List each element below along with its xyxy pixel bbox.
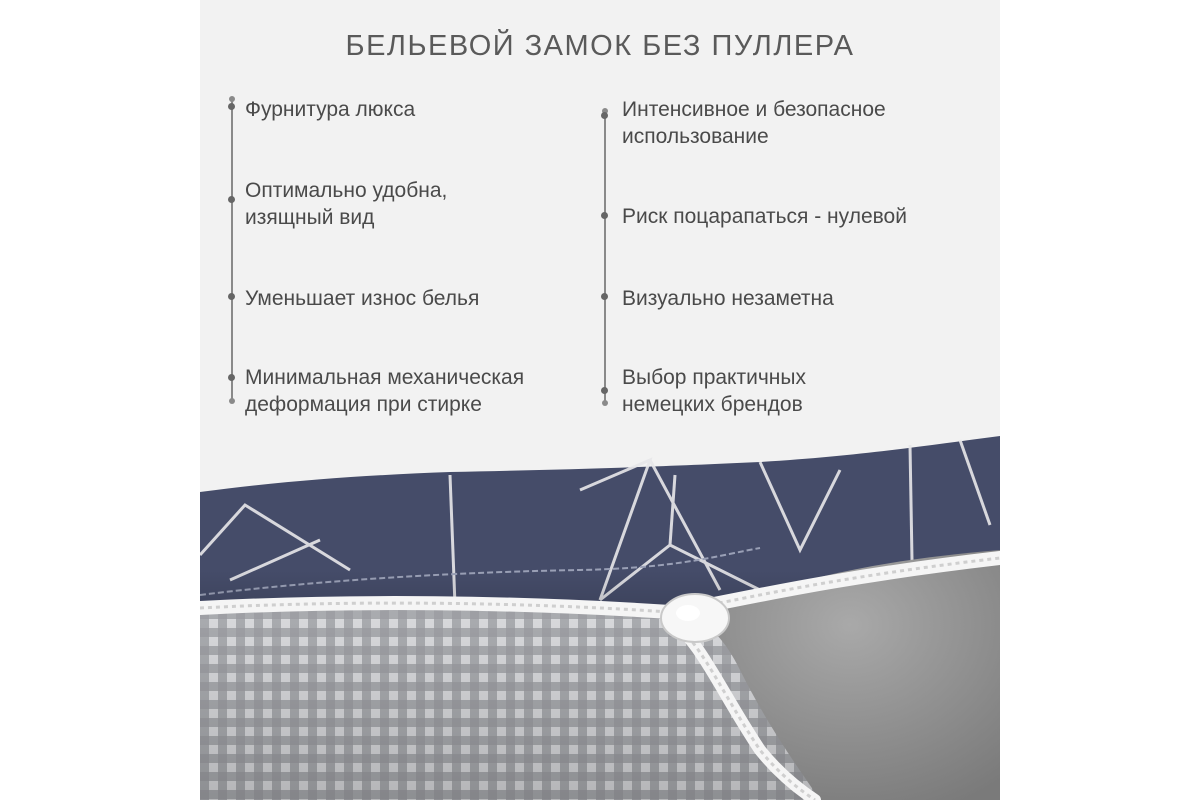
feature-left-2: Оптимально удобна, изящный вид: [245, 179, 448, 229]
feature-right-1: Интенсивное и безопасное использование: [622, 98, 886, 148]
zipper-slider: [661, 594, 729, 642]
right-bullet-2: [601, 212, 608, 219]
feature-right-4: Выбор практичных немецких брендов: [622, 366, 806, 416]
left-bullet-3: [228, 293, 235, 300]
left-bullet-4: [228, 374, 235, 381]
zipper-fabric-photo: [200, 430, 1000, 800]
right-bullet-3: [601, 293, 608, 300]
product-feature-card: [200, 0, 1000, 800]
feature-left-1: Фурнитура люкса: [245, 98, 416, 121]
feature-right-2: Риск поцарапаться - нулевой: [622, 205, 907, 228]
page-title: БЕЛЬЕВОЙ ЗАМОК БЕЗ ПУЛЛЕРА: [345, 30, 855, 62]
right-bullet-1: [601, 112, 608, 119]
left-bullet-2: [228, 196, 235, 203]
right-timeline-line: [604, 112, 606, 402]
feature-left-4: Минимальная механическая деформация при стирке: [245, 366, 525, 416]
feature-right-3: Визуально незаметна: [622, 287, 834, 310]
feature-left-3: Уменьшает износ белья: [245, 287, 480, 310]
left-timeline-line: [231, 100, 233, 400]
right-bullet-4: [601, 387, 608, 394]
left-bullet-1: [228, 103, 235, 110]
